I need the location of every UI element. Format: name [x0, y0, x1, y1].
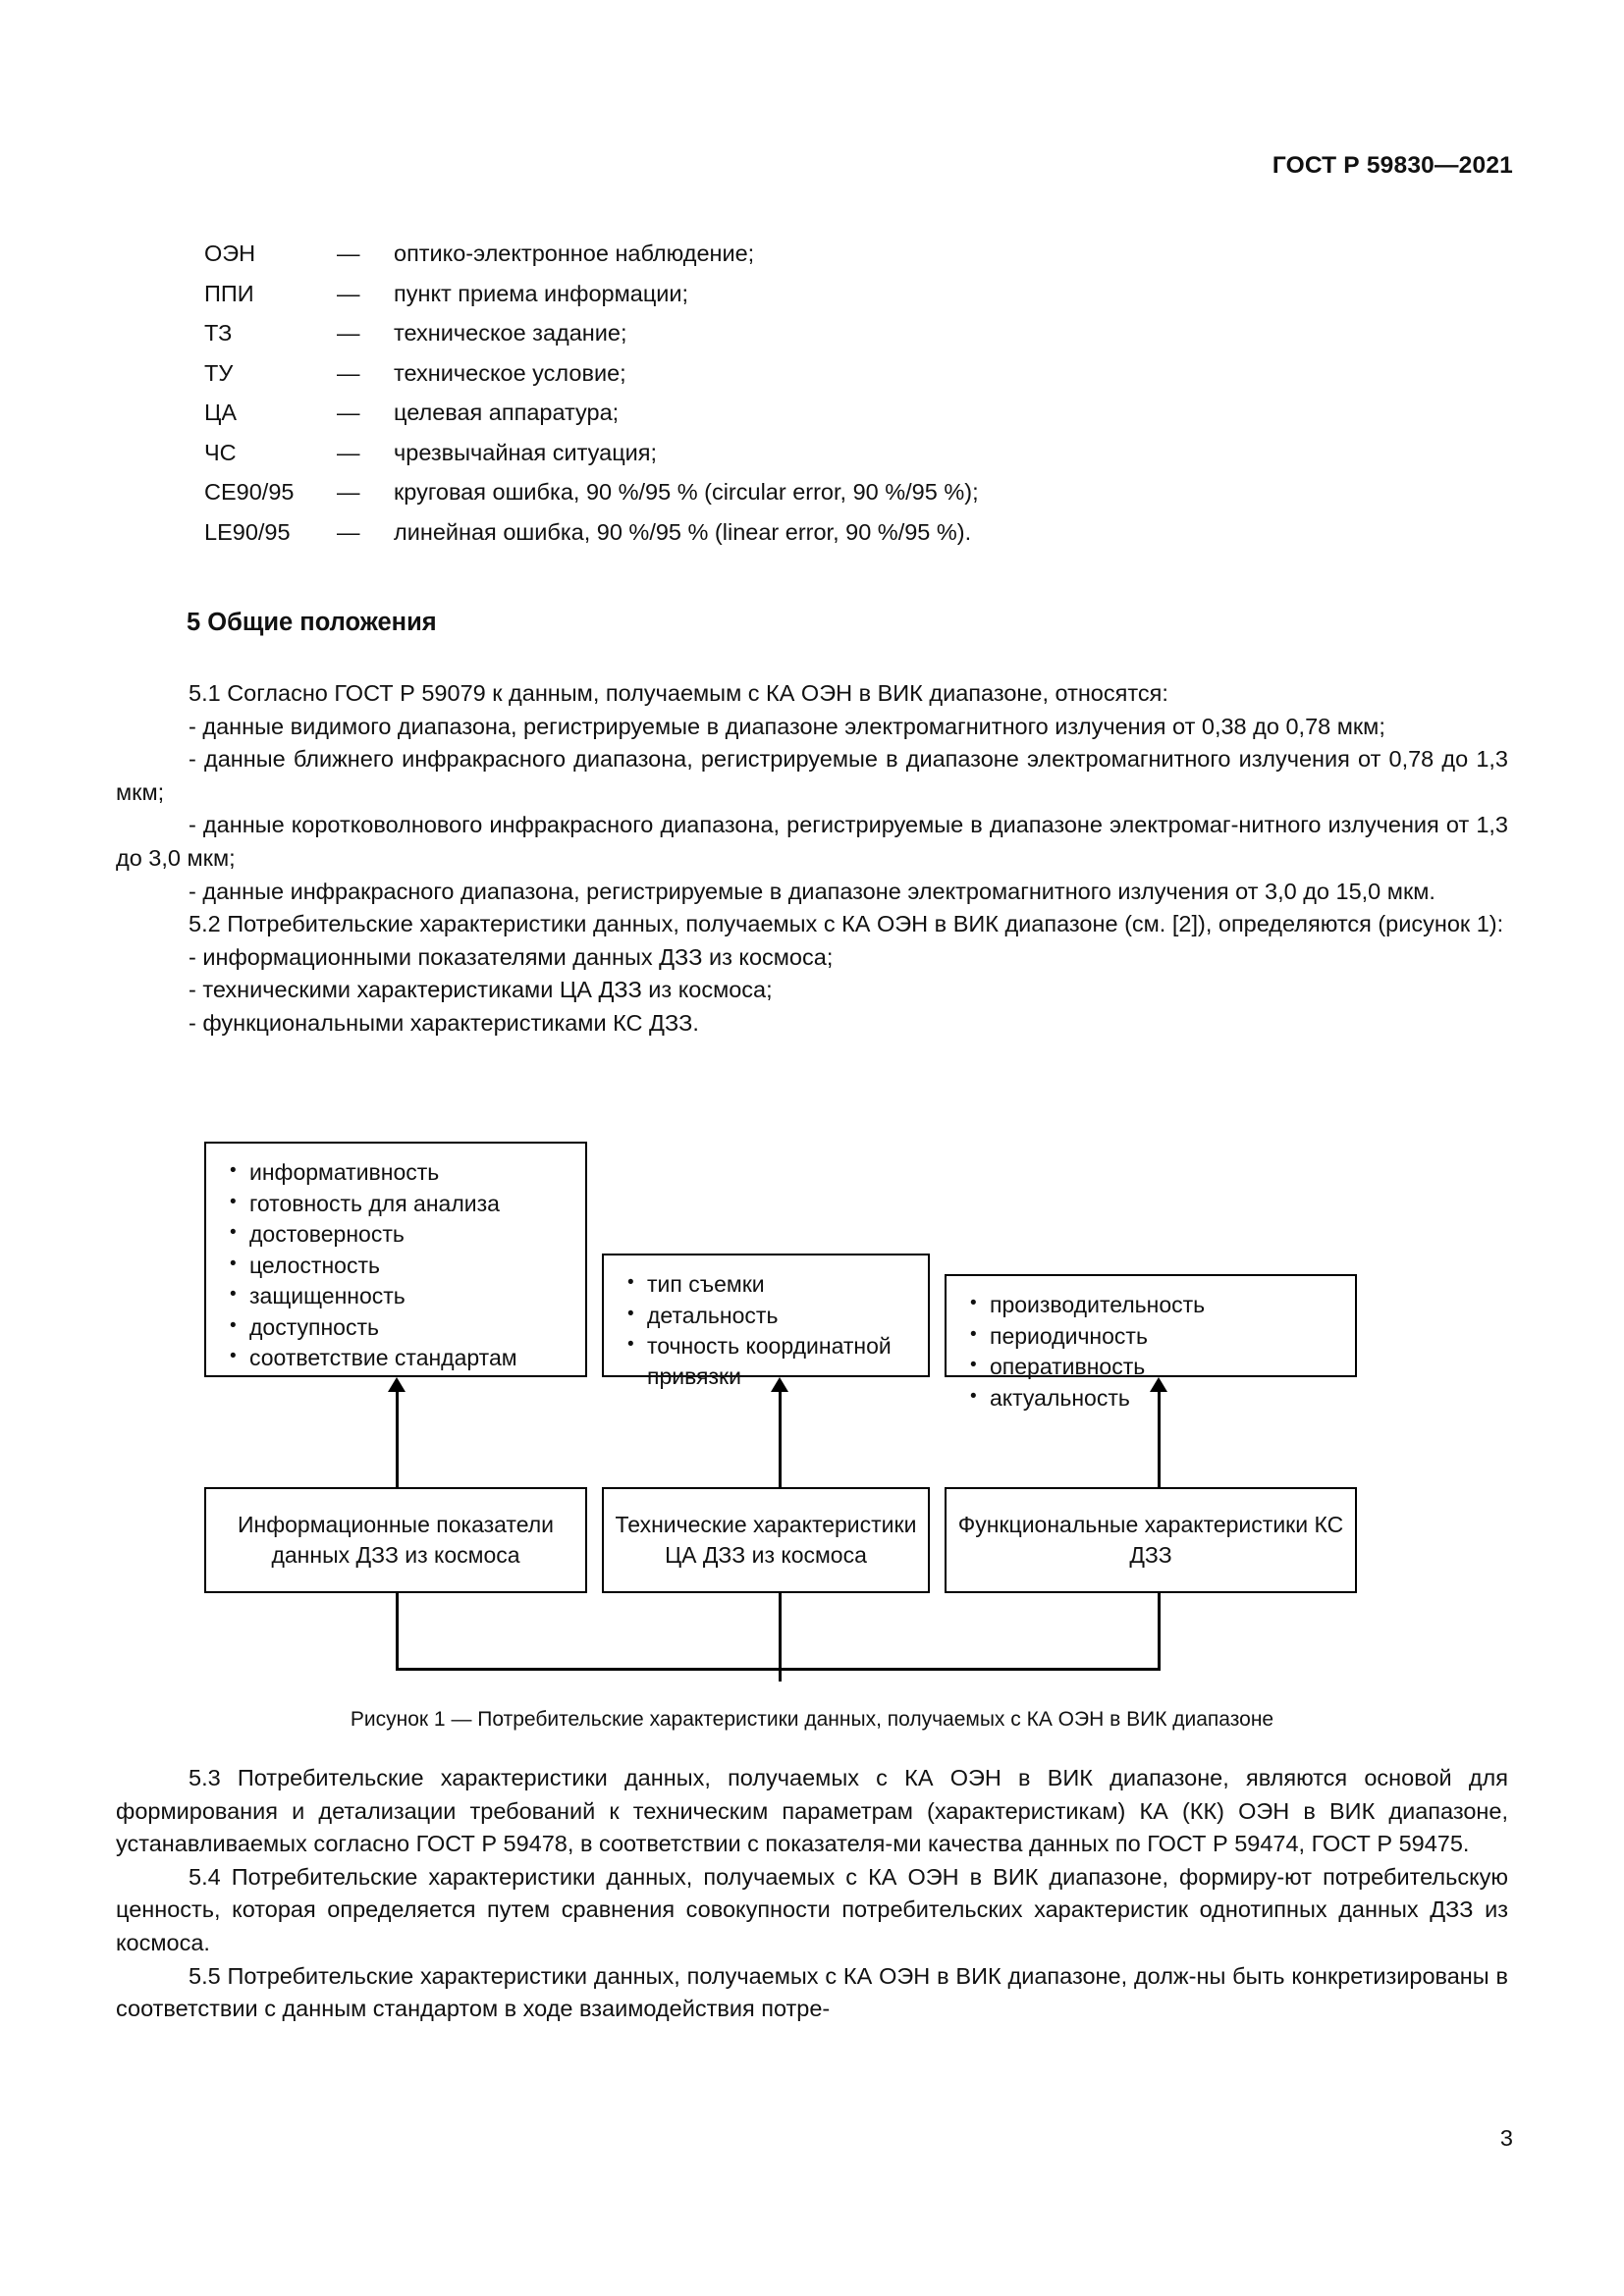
running-header-standard-ref: ГОСТ Р 59830—2021	[1272, 152, 1513, 179]
abbreviation-term: ЧС	[204, 439, 237, 465]
category-box-label: Информационные показатели данных ДЗЗ из космоса	[237, 1512, 555, 1568]
abbreviation-row	[204, 519, 1432, 560]
paragraph-5-1-item-visible: - данные видимого диапазона, регистрируемые в диапазоне электромагнитного излучения от 0,38 до 0,78 мкм;	[189, 713, 1385, 739]
arrowhead-up-information	[388, 1377, 406, 1392]
paragraph-5-4: 5.4 Потребительские характеристики данных, получаемых с КА ОЭН в ВИК диапазоне, формиру-ют потребительскую ценность, которая определяется путем сравнения совокупности потребительских характеристик однотипных данных ДЗЗ из космоса.	[116, 1863, 1508, 1955]
attribute-item: • точность координатной привязки	[647, 1331, 918, 1391]
category-box-information-indicators	[204, 1487, 587, 1593]
attributes-box-technical-characteristics	[602, 1254, 930, 1389]
abbreviation-term: ОЭН	[204, 240, 256, 266]
body-text-top	[116, 677, 1508, 1041]
abbreviation-definition: оптико-электронное наблюдение;	[394, 240, 755, 266]
attribute-item: • тип съемки	[647, 1269, 918, 1300]
attribute-item: • оперативность	[990, 1352, 1345, 1382]
category-box-functional-characteristics	[945, 1487, 1357, 1593]
arrowhead-up-functional	[1150, 1377, 1167, 1392]
abbreviation-dash: —	[337, 280, 360, 306]
abbreviation-term: ТУ	[204, 359, 234, 386]
bus-drop-information	[396, 1593, 399, 1670]
abbreviations-list	[204, 240, 1432, 559]
paragraph-5-1-item-ir: - данные инфракрасного диапазона, регистрируемые в диапазоне электромагнитного излучения от 3,0 до 15,0 мкм.	[189, 878, 1435, 904]
bus-drop-technical	[779, 1593, 782, 1670]
abbreviation-dash: —	[337, 320, 360, 346]
attribute-item: • достоверность	[249, 1219, 575, 1250]
abbreviation-definition: целевая аппаратура;	[394, 400, 620, 425]
abbreviation-definition: пункт приема информации;	[394, 280, 689, 306]
attribute-item: • защищенность	[249, 1281, 575, 1311]
section-heading-5: 5 Общие положения	[187, 609, 437, 636]
abbreviation-dash: —	[337, 400, 360, 425]
abbreviation-row	[204, 320, 1432, 360]
abbreviation-row	[204, 400, 1432, 440]
abbreviation-row	[204, 281, 1432, 321]
arrowhead-up-technical	[771, 1377, 788, 1392]
bus-drop-functional	[1158, 1593, 1161, 1670]
attribute-item: • производительность	[990, 1290, 1345, 1320]
paragraph-5-1: 5.1 Согласно ГОСТ Р 59079 к данным, получаемым с КА ОЭН в ВИК диапазоне, относятся:	[189, 680, 1168, 706]
abbreviation-dash: —	[337, 479, 360, 505]
attribute-item: • готовность для анализа	[249, 1189, 575, 1219]
abbreviation-dash: —	[337, 240, 360, 266]
body-text-bottom	[116, 1762, 1508, 2026]
attribute-item: • соответствие стандартам	[249, 1343, 575, 1373]
abbreviation-definition: техническое задание;	[394, 320, 627, 346]
paragraph-5-2-item-technical: - техническими характеристиками ЦА ДЗЗ из космоса;	[189, 977, 773, 1003]
attribute-item: • периодичность	[990, 1321, 1345, 1352]
abbreviation-row	[204, 479, 1432, 519]
attributes-box-functional-characteristics	[945, 1274, 1357, 1411]
paragraph-5-2-item-information: - информационными показателями данных ДЗЗ из космоса;	[189, 943, 834, 970]
paragraph-5-1-item-nir: - данные ближнего инфракрасного диапазона, регистрируемые в диапазоне электромагнитного излучения от 0,78 до 1,3 мкм;	[116, 746, 1508, 805]
abbreviation-term: CE90/95	[204, 479, 295, 505]
abbreviation-definition: линейная ошибка, 90 %/95 % (linear error, 90 %/95 %).	[394, 518, 972, 545]
attributes-box-information-indicators	[204, 1142, 587, 1377]
connector-line-information	[396, 1392, 399, 1487]
attribute-item: • целостность	[249, 1251, 575, 1281]
abbreviation-dash: —	[337, 359, 360, 386]
abbreviation-definition: чрезвычайная ситуация;	[394, 439, 658, 465]
abbreviation-term: ТЗ	[204, 320, 233, 346]
category-box-technical-characteristics	[602, 1487, 930, 1593]
abbreviation-dash: —	[337, 518, 360, 545]
category-box-label: Технические характеристики ЦА ДЗЗ из космоса	[615, 1512, 917, 1568]
paragraph-5-3: 5.3 Потребительские характеристики данных, получаемых с КА ОЭН в ВИК диапазоне, являются основой для формирования и детализации требований к техническим параметрам (характеристикам) КА (КК) ОЭН в ВИК диапазоне, устанавливаемых согласно ГОСТ Р 59478, в соответствии с показателя-ми качества данных по ГОСТ Р 59474, ГОСТ Р 59475.	[116, 1765, 1508, 1857]
category-box-label: Функциональные характеристики КС ДЗЗ	[957, 1512, 1344, 1568]
page-number: 3	[1499, 2125, 1513, 2151]
abbreviation-row	[204, 360, 1432, 400]
attribute-item: • детальность	[647, 1301, 918, 1331]
abbreviation-definition: круговая ошибка, 90 %/95 % (circular error, 90 %/95 %);	[394, 479, 979, 505]
attribute-list	[604, 1255, 928, 1402]
paragraph-5-5: 5.5 Потребительские характеристики данных, получаемых с КА ОЭН в ВИК диапазоне, долж-ны быть конкретизированы в соответствии с данным стандартом в ходе взаимодействия потре-	[116, 1962, 1508, 2022]
abbreviation-dash: —	[337, 439, 360, 465]
connector-line-functional	[1158, 1392, 1161, 1487]
abbreviation-term: ППИ	[204, 280, 254, 306]
abbreviation-row	[204, 240, 1432, 281]
attribute-list	[206, 1144, 585, 1384]
attribute-item: • доступность	[249, 1312, 575, 1343]
abbreviation-row	[204, 440, 1432, 480]
attribute-item: • информативность	[249, 1157, 575, 1188]
paragraph-5-2: 5.2 Потребительские характеристики данных, получаемых с КА ОЭН в ВИК диапазоне (см. [2]), определяются (рисунок 1):	[189, 911, 1504, 937]
paragraph-5-2-item-functional: - функциональными характеристиками КС ДЗЗ.	[189, 1009, 699, 1036]
abbreviation-definition: техническое условие;	[394, 359, 626, 386]
figure-1-diagram	[0, 1129, 1624, 1737]
attribute-list	[947, 1276, 1355, 1423]
bus-stub-center	[779, 1668, 782, 1682]
figure-1-caption: Рисунок 1 — Потребительские характеристики данных, получаемых с КА ОЭН в ВИК диапазоне	[350, 1708, 1274, 1731]
abbreviation-term: ЦА	[204, 400, 238, 425]
attribute-item: • актуальность	[990, 1383, 1345, 1414]
abbreviation-term: LE90/95	[204, 518, 291, 545]
connector-line-technical	[779, 1392, 782, 1487]
paragraph-5-1-item-swir: - данные коротковолнового инфракрасного диапазона, регистрируемые в диапазоне электромаг-нитного излучения от 1,3 до 3,0 мкм;	[116, 812, 1508, 871]
